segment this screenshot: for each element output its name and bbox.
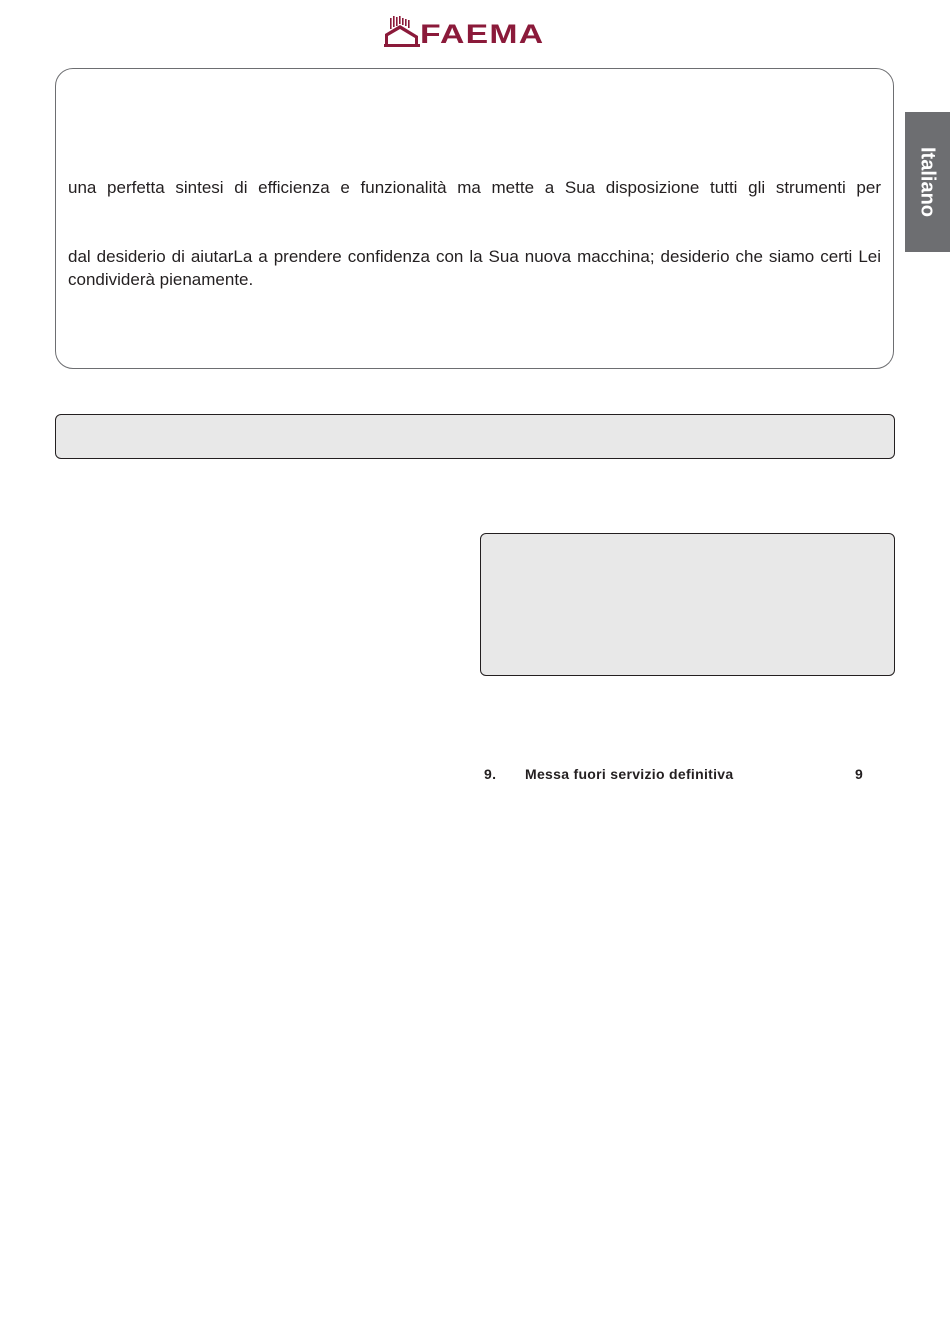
language-tab	[905, 112, 950, 252]
language-tab-label: Italiano	[916, 146, 939, 218]
toc-entry	[484, 765, 865, 783]
intro-line-1: una perfetta sintesi di efficienza e funzionalità ma mette a Sua disposizione tutti gli strumenti per	[68, 178, 881, 197]
info-panel	[480, 533, 895, 676]
faema-logo	[384, 16, 566, 50]
brand-name: FAEMA	[420, 19, 545, 49]
toc-entry-page: 9	[855, 766, 864, 782]
section-bar	[55, 414, 895, 459]
intro-paragraph-2: dal desiderio di aiutarLa a prendere confidenza con la Sua nuova macchina; desiderio che siamo certi Lei condividerà pienamente.	[68, 247, 881, 289]
logo-emblem-icon	[384, 16, 420, 50]
toc-entry-number: 9.	[484, 766, 497, 782]
toc-entry-title: Messa fuori servizio definitiva	[525, 766, 734, 782]
intro-frame	[55, 68, 894, 369]
